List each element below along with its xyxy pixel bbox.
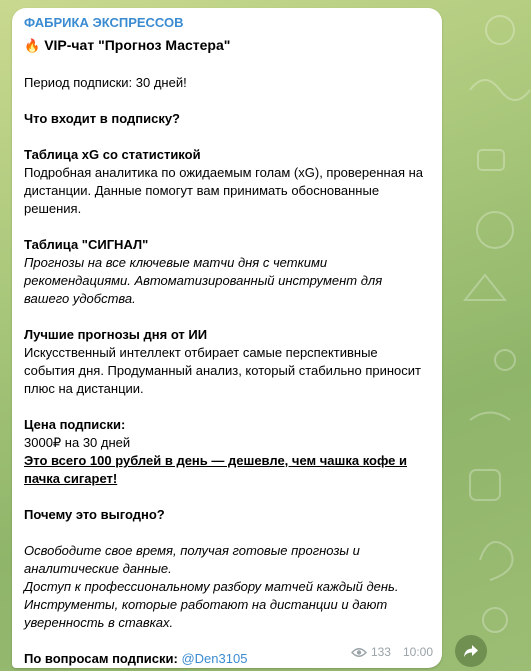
why-text-1: Освободите свое время, получая готовые прогнозы и аналитические данные. — [24, 543, 360, 576]
message-time: 10:00 — [402, 645, 433, 659]
contact-label: По вопросам подписки: — [24, 651, 178, 666]
ai-heading: Лучшие прогнозы дня от ИИ — [24, 327, 208, 342]
why-text-3: Инструменты, которые работают на дистанции и дают уверенность в ставках. — [24, 597, 388, 630]
message-meta — [351, 643, 433, 661]
why-text-2: Доступ к профессиональному разбору матчей каждый день. — [24, 579, 399, 594]
eye-icon — [351, 647, 367, 658]
contact-handle-link[interactable]: @Den3105 — [181, 651, 248, 666]
subscription-period: Период подписки: 30 дней! — [24, 75, 187, 90]
signal-heading: Таблица "СИГНАЛ" — [24, 237, 149, 252]
channel-name[interactable]: ФАБРИКА ЭКСПРЕССОВ — [24, 15, 184, 30]
why-heading: Почему это выгодно? — [24, 507, 165, 522]
view-count: 133 — [370, 645, 391, 659]
xg-heading: Таблица xG со статистикой — [24, 147, 201, 162]
message-title — [24, 35, 430, 56]
message-bubble — [12, 8, 442, 668]
signal-text: Прогнозы на все ключевые матчи дня с четкими рекомендациями. Автоматизированный инструмент для вашего удобства. — [24, 255, 383, 306]
price-value: 3000₽ на 30 дней — [24, 435, 131, 450]
price-note: Это всего 100 рублей в день — дешевле, чем чашка кофе и пачка сигарет! — [24, 453, 408, 486]
share-button[interactable] — [455, 635, 487, 667]
price-heading: Цена подписки: — [24, 417, 126, 432]
message-title-text: VIP-чат "Прогноз Мастера" — [44, 37, 231, 53]
xg-text: Подробная аналитика по ожидаемым голам (xG), проверенная на дистанции. Данные помогут вам принимать обоснованные решения. — [24, 165, 424, 216]
share-arrow-icon — [463, 644, 479, 658]
fire-icon: 🔥 — [24, 38, 41, 53]
ai-text: Искусственный интеллект отбирает самые перспективные события дня. Продуманный анализ, который стабильно приносит плюс на дистанции. — [24, 345, 421, 396]
whats-included-heading: Что входит в подписку? — [24, 111, 180, 126]
